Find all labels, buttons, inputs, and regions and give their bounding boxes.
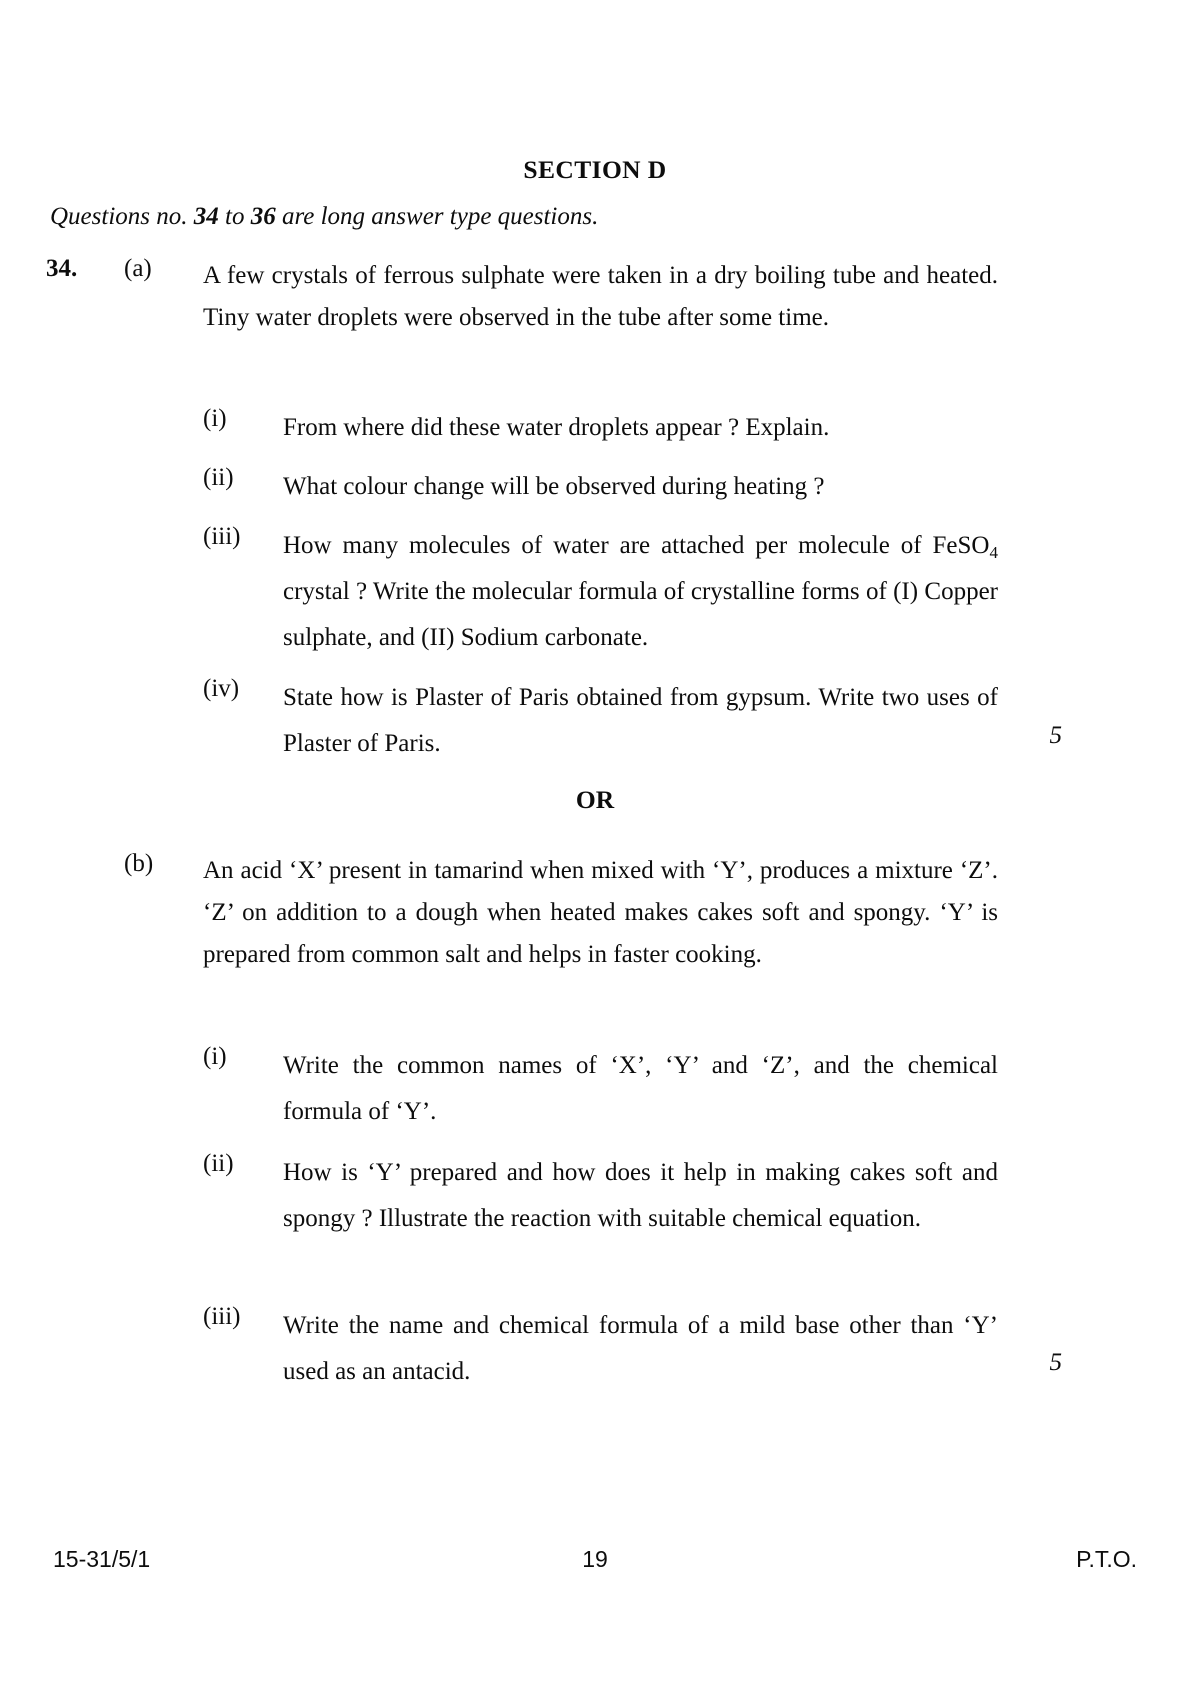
marks-part-b: 5 xyxy=(1049,1349,1062,1376)
part-b-item-iii-text: Write the name and chemical formula of a mild base other than ‘Y’ used as an antacid. xyxy=(283,1312,998,1385)
item-iii-text-after: crystal ? Write the molecular formula of crystalline forms of (I) Copper sulphate, and (II) Sodium carbonate. xyxy=(283,578,998,651)
part-b-item-iii-label: (iii) xyxy=(203,1303,241,1330)
footer-page-number: 19 xyxy=(582,1546,608,1572)
part-b-item-i-text: Write the common names of ‘X’, ‘Y’ and ‘Z’, and the chemical formula of ‘Y’. xyxy=(283,1052,998,1125)
part-b-stem-text: An acid ‘X’ present in tamarind when mixed with ‘Y’, produces a mixture ‘Z’. ‘Z’ on addition to a dough when heated makes cakes soft and spongy. ‘Y’ is prepared from common salt and helps in faster cooking. xyxy=(203,857,998,968)
instruction-suffix: are long answer type questions. xyxy=(275,203,599,230)
question-34-part-b-stem xyxy=(203,850,998,976)
part-a-item-i-text: From where did these water droplets appear ? Explain. xyxy=(283,414,830,441)
formula-subscript: 4 xyxy=(989,542,998,562)
instruction-question-from: 34 xyxy=(193,203,219,230)
item-iii-text-before: How many molecules of water are attached per molecule of xyxy=(283,532,933,559)
marks-part-a: 5 xyxy=(1049,722,1062,749)
question-34-part-a-label: (a) xyxy=(124,255,152,282)
question-number-34: 34. xyxy=(46,255,78,282)
part-b-item-ii-label: (ii) xyxy=(203,1150,234,1177)
instruction-prefix: Questions no. xyxy=(50,203,194,230)
part-a-item-iii-text xyxy=(283,523,998,661)
part-a-item-ii-text: What colour change will be observed during heating ? xyxy=(283,473,825,500)
question-34-part-b-label: (b) xyxy=(124,850,154,877)
formula-base: FeSO xyxy=(932,532,990,559)
part-a-item-iv-text: State how is Plaster of Paris obtained from gypsum. Write two uses of Plaster of Paris. xyxy=(283,684,998,757)
chemical-formula-feso4 xyxy=(932,532,998,562)
part-b-item-ii-text: How is ‘Y’ prepared and how does it help in making cakes soft and spongy ? Illustrate the reaction with suitable chemical equation. xyxy=(283,1159,998,1232)
part-a-item-i-label: (i) xyxy=(203,405,227,432)
part-a-item-ii-label: (ii) xyxy=(203,464,234,491)
section-instruction xyxy=(50,200,1050,234)
part-b-item-i-label: (i) xyxy=(203,1043,227,1070)
page-footer xyxy=(0,1546,1190,1586)
part-a-stem-text: A few crystals of ferrous sulphate were taken in a dry boiling tube and heated. Tiny water droplets were observed in the tube after some time. xyxy=(203,262,998,331)
footer-pto: P.T.O. xyxy=(1076,1546,1137,1572)
or-divider: OR xyxy=(575,785,615,814)
instruction-question-to: 36 xyxy=(250,203,276,230)
question-34-part-a-stem xyxy=(203,255,998,339)
footer-paper-code: 15-31/5/1 xyxy=(53,1546,151,1572)
part-a-item-iv-label: (iv) xyxy=(203,675,240,702)
section-title: SECTION D xyxy=(523,155,667,184)
instruction-middle: to xyxy=(218,203,251,230)
part-a-item-iii-label: (iii) xyxy=(203,523,241,550)
